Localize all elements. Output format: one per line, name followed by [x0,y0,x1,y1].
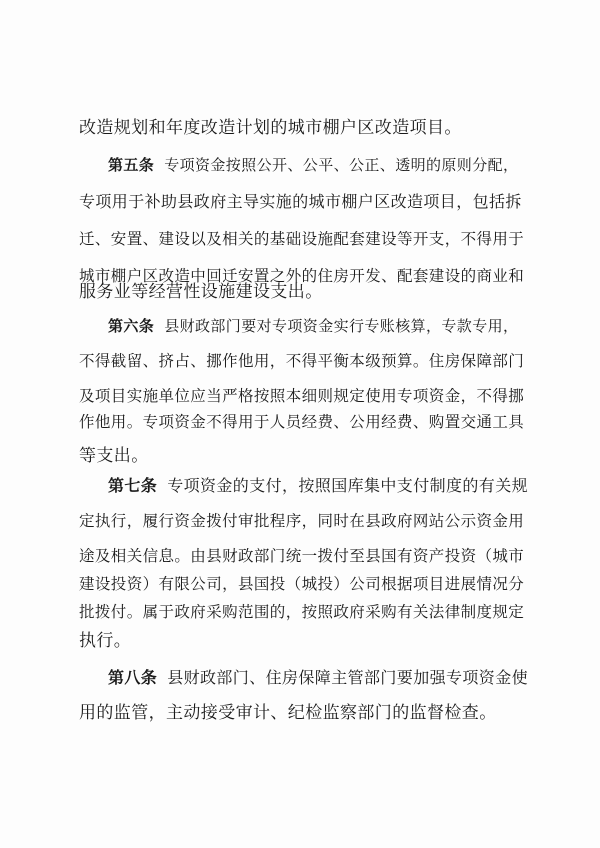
article-7-line-2: 定执行，履行资金拨付审批程序，同时在县政府网站公示资金用 [79,512,525,530]
intro-line: 改造规划和年度改造计划的城市棚户区改造项目。 [79,118,462,138]
article-7-line-5: 批拨付。属于政府采购范围的，按照政府采购有关法律制度规定 [79,603,525,621]
article-7-line-3: 途及相关信息。由县财政部门统一拨付至县国有资产投资（城市 [79,547,525,565]
article-6-line-4: 作他用。专项资金不得用于人员经费、公用经费、购置交通工具 [79,413,525,431]
article-7-line-6: 执行。 [79,631,132,651]
article-7-line-4: 建设投资）有限公司，县国投（城投）公司根据项目进展情况分 [79,575,525,593]
article-6-title: 第六条 [108,317,155,335]
article-5-title: 第五条 [108,156,155,174]
article-8-title: 第八条 [108,668,158,687]
article-5-first-line [108,155,528,175]
article-5-line-1: 专项资金按照公开、公平、公正、透明的原则分配， [164,156,519,174]
article-8-first-line [108,668,528,688]
article-6-line-3: 及项目实施单位应当严格按照本细则规定使用专项资金，不得挪 [79,387,525,405]
article-7-title: 第七条 [108,476,158,495]
article-5-line-5: 服务业等经营性设施建设支出。 [79,282,323,302]
article-7-first-line [108,476,528,496]
article-5-line-2: 专项用于补助县政府主导实施的城市棚户区改造项目，包括拆 [79,192,522,211]
article-6-line-1: 县财政部门要对专项资金实行专账核算，专款专用， [164,317,519,335]
article-6-first-line [108,316,528,336]
article-8-line-1: 县财政部门、住房保障主管部门要加强专项资金使 [167,668,529,687]
article-8-line-2: 用的监管，主动接受审计、纪检监察部门的监督检查。 [79,703,497,723]
article-5-line-3: 迁、安置、建设以及相关的基础设施配套建设等开支，不得用于 [79,230,525,248]
article-6-line-5: 等支出。 [79,446,149,466]
article-7-line-1: 专项资金的支付，按照国库集中支付制度的有关规 [167,476,529,495]
article-6-line-2: 不得截留、挤占、挪作他用，不得平衡本级预算。住房保障部门 [79,352,525,370]
article-5-line-4: 城市棚户区改造中回迁安置之外的住房开发、配套建设的商业和 [79,267,525,285]
